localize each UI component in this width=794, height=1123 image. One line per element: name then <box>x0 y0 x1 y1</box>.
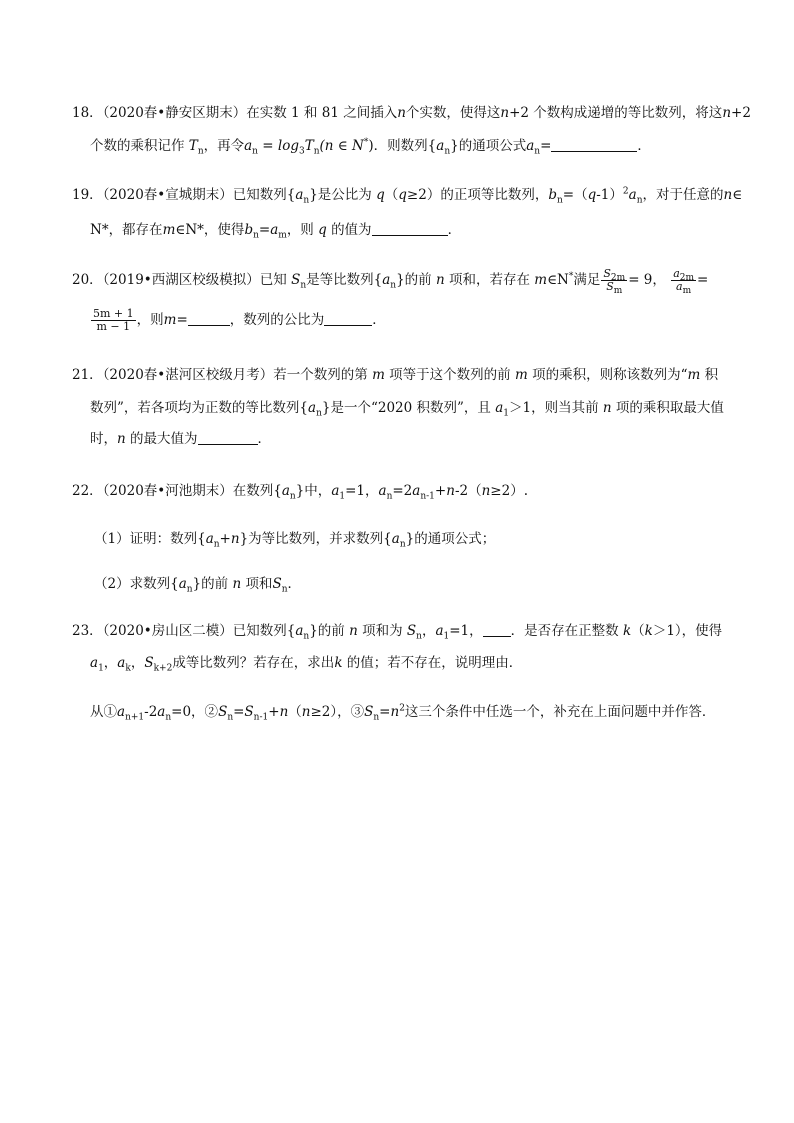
fraction-s2m-sm: $\frac{S_{2m}}{S_m}$ <box>603 267 626 297</box>
problem-22-line-1: 22．（2020春•河池期末）在数列$\{a_n\}$中，$a_1=1$，$a_n=2a_{n-1}+n-2(n\ge 2)$. <box>72 483 528 502</box>
problem-18-line-1: 18．（2020春•静安区期末）在实数 1 和 81 之间插入n个实数，使得这n+2 个数构成递增的等比数列，将这n+2 <box>72 105 751 121</box>
answer-blank[interactable] <box>551 137 637 152</box>
problem-23-line-2: $a_1$，$a_k$，$S_{k+2}$成等比数列？若存在，求出k 的值；若不存在，说明理由． <box>90 655 523 674</box>
problem-18-line-2: 个数的乘积记作 $T_n$，再令$a_n = \log_3T_n(n$ ∈ N*)．则数列$\{a_n\}$的通项公式$a_n=$ ． <box>90 137 651 157</box>
problem-number: 18． <box>72 105 103 121</box>
problem-21-line-1: 21．（2020春•湛河区校级月考）若一个数列的第 m 项等于这个数列的前 m 项的乘积，则称该数列为“m 积 <box>72 367 719 383</box>
fraction-5m1-m1: $\frac{5m + 1}{m - 1}$ <box>93 307 134 333</box>
problem-22-part-2: （2）求数列$\{a_n\}$的前 n 项和$S_n$． <box>94 576 301 595</box>
problem-20-line-1: 20．（2019•西湖区校级模拟）已知 $S_n$是等比数列$\{a_n\}$的前 n 项和，若存在 m∈N*满足 $\frac{S_{2m}}{S_m}$ = 9， $\frac{a_{2m}}{a_m}$ = <box>72 267 709 297</box>
problem-number: 19． <box>72 187 103 203</box>
answer-blank-m[interactable] <box>188 311 230 326</box>
problem-23-line-1: 23．（2020•房山区二模）已知数列$\{a_n\}$的前 n 项和为 $S_n$，$a_1=1$， ．是否存在正整数 k（k＞1），使得 <box>72 623 723 642</box>
problem-number: 21． <box>72 367 103 383</box>
condition-blank[interactable] <box>483 622 511 637</box>
problem-source: （2020•房山区二模） <box>102 623 233 639</box>
problem-21-line-3: 时，n 的最大值为 ． <box>90 431 271 447</box>
problem-number: 22． <box>72 483 103 499</box>
problem-23-conditions: 从$①a_{n+1}-2a_n=0$，$②S_n=S_{n-1}+n(n\ge 2)$，$③S_n=n^2$这三个条件中任选一个，补充在上面问题中并作答． <box>90 703 716 723</box>
problem-number: 20． <box>72 272 103 288</box>
fraction-a2m-am: $\frac{a_{2m}}{a_m}$ <box>673 267 695 297</box>
problem-source: （2020春•静安区期末） <box>102 105 247 121</box>
problem-21-line-2: 数列”，若各项均为正数的等比数列$\{a_n\}$是一个“2020 积数列”，且 $a_1>1$，则当其前 n 项的乘积取最大值 <box>90 400 724 419</box>
problem-19-line-2: N*，都存在m∈N*，使得$b_n=a_m$，则 q 的值为 ． <box>90 222 462 241</box>
problem-22-part-1: （1）证明：数列$\{a_n+n\}$为等比数列，并求数列$\{a_n\}$的通项公式； <box>94 531 496 550</box>
problem-20-line-2: $\frac{5m + 1}{m - 1}$ ，则m= ，数列的公比为 ． <box>93 307 386 333</box>
answer-blank[interactable] <box>372 221 448 236</box>
answer-blank[interactable] <box>198 430 258 445</box>
problem-source: （2019•西湖区校级模拟） <box>102 272 260 288</box>
answer-blank-ratio[interactable] <box>324 311 372 326</box>
problem-source: （2020春•河池期末） <box>102 483 233 499</box>
problem-source: （2020春•湛河区校级月考） <box>102 367 274 383</box>
problem-19-line-1: 19．（2020春•宣城期末）已知数列$\{a_n\}$是公比为 q（q≥2）的正项等比数列，$b_n=(q-1)^2a_n$，对于任意的n∈ <box>72 186 743 206</box>
problem-source: （2020春•宣城期末） <box>102 187 233 203</box>
problem-number: 23． <box>72 623 103 639</box>
